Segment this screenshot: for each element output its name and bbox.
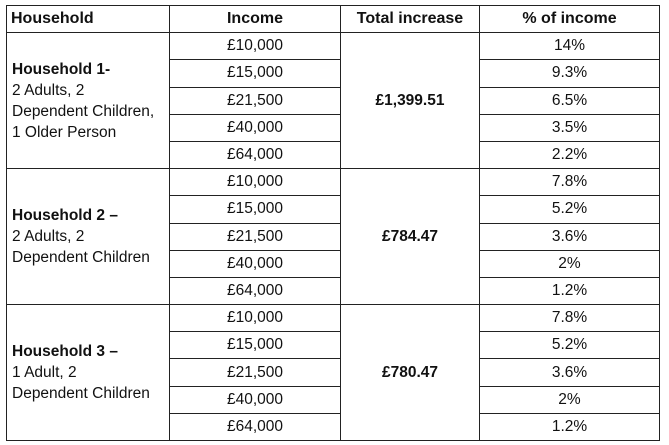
pct-income-cell: 14% [480,33,660,60]
household-name: Household 1- [12,60,111,78]
table-row [7,169,660,196]
household-description-line: 2 Adults, 2 [12,81,85,99]
household-description-line: 1 Older Person [12,123,117,141]
income-cell: £15,000 [170,196,341,223]
pct-income-cell: 7.8% [480,305,660,332]
pct-income-cell: 2.2% [480,141,660,168]
income-cell: £10,000 [170,169,341,196]
pct-income-cell: 6.5% [480,87,660,114]
pct-income-cell: 5.2% [480,332,660,359]
table-row [7,33,660,60]
total-increase-cell: £784.47 [341,169,480,305]
household-description-line: Dependent Children [12,385,150,403]
household-description-line: Dependent Children [12,249,150,267]
pct-income-cell: 9.3% [480,60,660,87]
income-cell: £40,000 [170,250,341,277]
pct-income-cell: 1.2% [480,413,660,440]
pct-income-cell: 5.2% [480,196,660,223]
header-income: Income [170,6,341,33]
income-cell: £15,000 [170,60,341,87]
table-body [7,33,660,441]
income-cell: £64,000 [170,141,341,168]
income-cell: £10,000 [170,33,341,60]
table-row [7,305,660,332]
household-name: Household 3 – [12,343,118,361]
household-cell [7,305,170,441]
household-cell [7,169,170,305]
header-pct-income: % of income [480,6,660,33]
income-cell: £10,000 [170,305,341,332]
household-description-line: 2 Adults, 2 [12,228,85,246]
income-cell: £64,000 [170,413,341,440]
income-cell: £15,000 [170,332,341,359]
income-cell: £21,500 [170,87,341,114]
income-cell: £64,000 [170,277,341,304]
total-increase-cell: £1,399.51 [341,33,480,169]
pct-income-cell: 3.5% [480,114,660,141]
pct-income-cell: 7.8% [480,169,660,196]
header-household: Household [7,6,170,33]
pct-income-cell: 3.6% [480,223,660,250]
pct-income-cell: 2% [480,386,660,413]
pct-income-cell: 2% [480,250,660,277]
income-cell: £40,000 [170,386,341,413]
total-increase-cell: £780.47 [341,305,480,441]
table-wrapper [6,5,660,441]
header-total-increase: Total increase [341,6,480,33]
income-cell: £21,500 [170,359,341,386]
pct-income-cell: 1.2% [480,277,660,304]
pct-income-cell: 3.6% [480,359,660,386]
header-row [7,6,660,33]
income-cell: £21,500 [170,223,341,250]
household-income-table [6,5,660,441]
household-description-line: Dependent Children, [12,102,155,120]
household-name: Household 2 – [12,207,118,225]
income-cell: £40,000 [170,114,341,141]
household-cell [7,33,170,169]
household-description-line: 1 Adult, 2 [12,364,77,382]
